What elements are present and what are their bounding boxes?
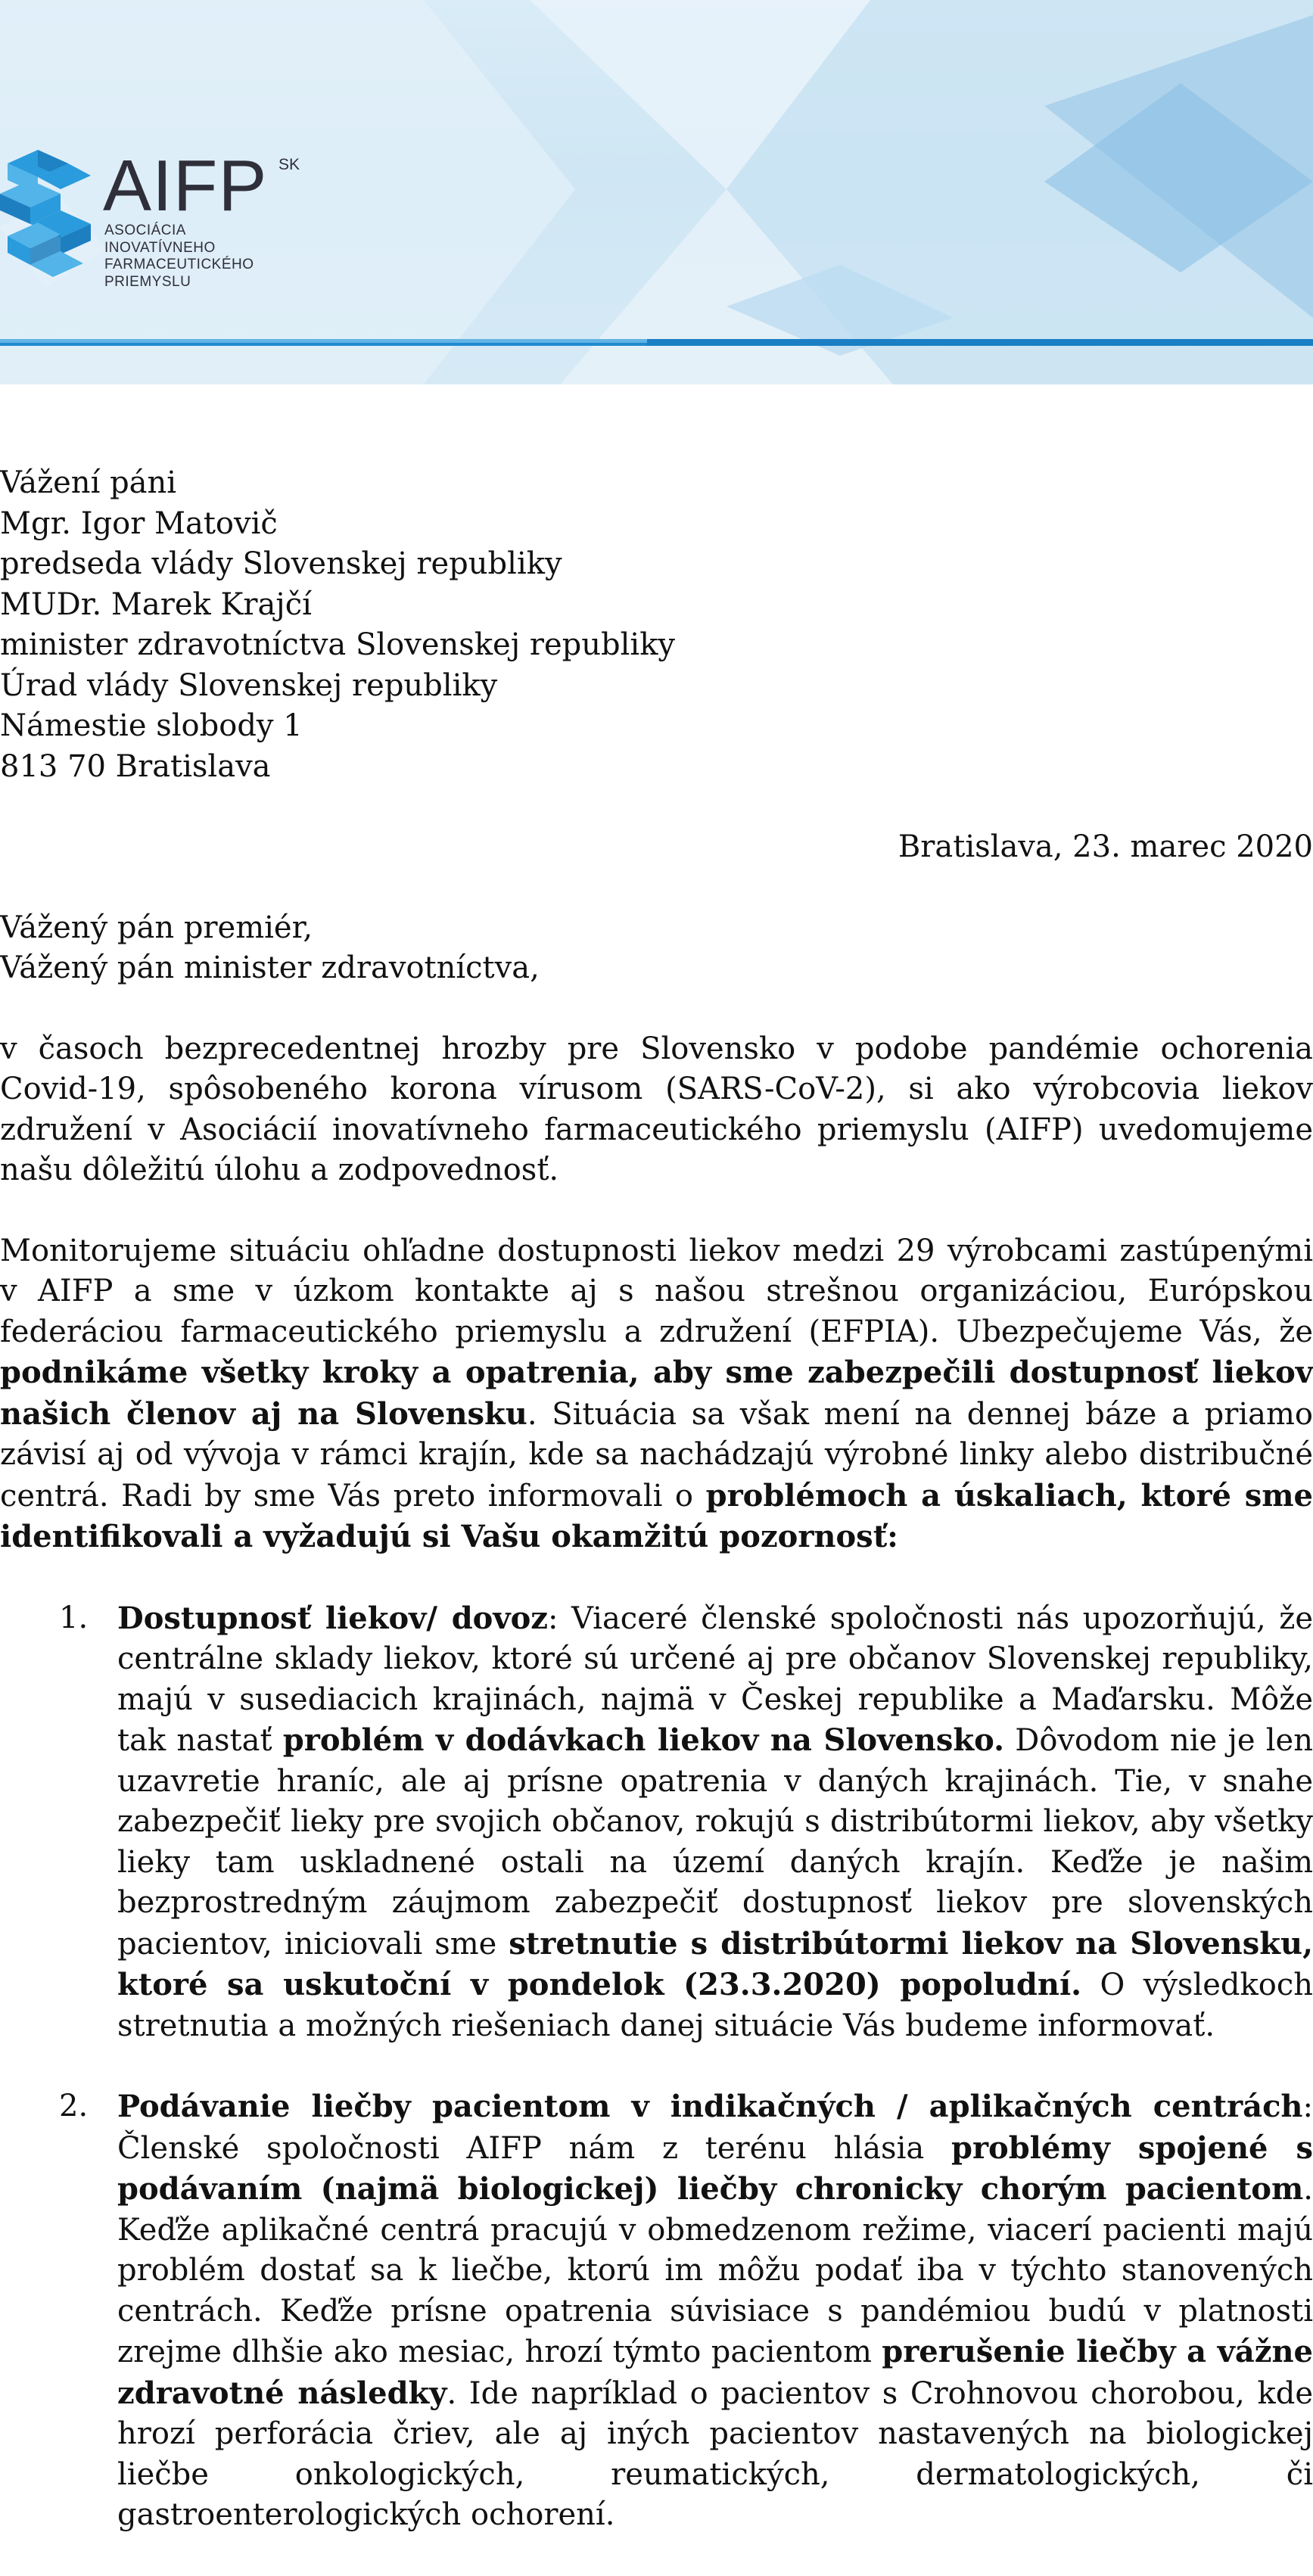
paragraph-bold-text: podnikáme všetky kroky a opatrenia, aby sme zabezpečili dostupnosť liekov našich členov aj na Slovensku [0, 1355, 1313, 1432]
logo-subtitle-line: INOVATÍVNEHO [104, 239, 216, 256]
logo-wordmark: AIFP [103, 145, 268, 226]
list-item-bold-text: problémy spojené s podávaním (najmä biologickej) liečby chronicky chorým pacientom [117, 2130, 1313, 2207]
list-item-bold-text: Podávanie liečby pacientom v indikačných / aplikačných centrách [117, 2089, 1303, 2124]
list-item-bold-text: stretnutie s distribútormi liekov na Slovensku, ktoré sa uskutoční v pondelok (23.3.2020) popoludní. [117, 1925, 1313, 2002]
recipient-address [0, 463, 1313, 787]
logo-subtitle-line: ASOCIÁCIA [104, 222, 186, 238]
logo-subtitle [104, 222, 254, 291]
salutation [0, 908, 1313, 989]
issues-list [0, 1598, 1313, 2536]
list-item-text: : Viaceré členské spoločnosti nás upozorňujú, že centrálne sklady liekov, ktoré sú určené aj pre občanov Slovenskej republiky, majú v susediacich krajinách, najmä v Českej republike a Maďarsku. Môže tak nastať [117, 1601, 1313, 1758]
list-item-number: 2. [59, 2089, 89, 2123]
address-line: MUDr. Marek Krajčí [0, 586, 312, 622]
list-item-bold-text: prerušenie liečby a vážne zdravotné následky [117, 2334, 1313, 2411]
aifp-logo [0, 145, 318, 294]
list-item-text: O výsledkoch stretnutia a možných riešeniach danej situácie Vás budeme informovať. [117, 1968, 1313, 2043]
monitoring-paragraph [0, 1231, 1313, 1558]
list-item-text: Dôvodom nie je len uzavretie hraníc, ale aj prísne opatrenia v daných krajinách. Tie, v snahe zabezpečiť lieky pre svojich občanov, rokujú s distribútormi liekov, aby všetky lieky tam uskladnené ostali na území daných krajín. Keďže je našim bezprostredným záujmom zabezpečiť dostupnosť liekov pre slovenských pacientov, iniciovali sme [117, 1723, 1313, 1962]
address-line: 813 70 Bratislava [0, 748, 271, 784]
aifp-logo-mark-icon [0, 150, 98, 280]
paragraph-text: . Situácia sa však mení na dennej báze a priamo závisí aj od vývoja v rámci krajín, kde sa nachádzajú výrobné linky alebo distribučné centrá. Radi by sme Vás preto informovali o [0, 1396, 1313, 1514]
list-item-bold-text: Dostupnosť liekov/ dovoz [117, 1600, 548, 1636]
address-line: Vážení páni [0, 465, 177, 500]
list-item [0, 2086, 1313, 2536]
list-item-text: : Členské spoločnosti AIFP nám z terénu hlásia [117, 2089, 1313, 2166]
letter-body [0, 463, 1313, 2576]
paragraph-text: Monitorujeme situáciu ohľadne dostupnosti liekov medzi 29 výrobcami zastúpenými v AIFP a sme v úzkom kontakte aj s našou strešnou organizáciou, Európskou federáciou farmaceutického priemyslu a združení (EFPIA). Ubezpečujeme Vás, že [0, 1233, 1313, 1349]
salutation-line: Vážený pán premiér, [0, 910, 313, 945]
logo-subtitle-line: PRIEMYSLU [104, 273, 191, 290]
address-line: Mgr. Igor Matovič [0, 506, 278, 541]
address-line: Úrad vlády Slovenskej republiky [0, 667, 498, 703]
letter-date: Bratislava, 23. marec 2020 [898, 829, 1313, 864]
header-banner [0, 0, 1313, 384]
logo-country-code: SK [278, 156, 300, 173]
list-item-bold-text: problém v dodávkach liekov na Slovensko. [282, 1722, 1005, 1758]
intro-paragraph: v časoch bezprecedentnej hrozby pre Slovensko v podobe pandémie ochorenia Covid-19, spôsobeného korona vírusom (SARS-CoV-2), si ako výrobcovia liekov združení v Asociácií inovatívneho farmaceutického priemyslu (AIFP) uvedomujeme našu dôležitú úlohu a zodpovednosť. [0, 1031, 1313, 1187]
address-line: Námestie slobody 1 [0, 708, 303, 743]
list-item [0, 1598, 1313, 2047]
address-line: predseda vlády Slovenskej republiky [0, 546, 562, 581]
logo-subtitle-line: FARMACEUTICKÉHO [104, 257, 254, 272]
list-item-number: 1. [59, 1600, 89, 1635]
paragraph-bold-text: problémoch a úskaliach, ktoré sme identifikovali a vyžadujú si Vašu okamžitú pozornosť: [0, 1477, 1313, 1554]
salutation-line: Vážený pán minister zdravotníctva, [0, 950, 540, 985]
address-line: minister zdravotníctva Slovenskej republiky [0, 627, 676, 662]
list-item-text: . Keďže aplikačné centrá pracujú v obmedzenom režime, viacerí pacienti majú problém dostať sa k liečbe, ktorú im môžu podať iba v týchto stanovených centrách. Keďže prísne opatrenia súvisiace s pandémiou budú v platnosti zrejme dlhšie ako mesiac, hrozí týmto pacientom [117, 2172, 1313, 2369]
list-item-text: . Ide napríklad o pacientov s Crohnovou chorobou, kde hrozí perforácia čriev, ale aj iných pacientov nastavených na biologickej liečbe onkologických, reumatických, dermatologických, či gastroenterologických ochorení. [117, 2375, 1313, 2532]
